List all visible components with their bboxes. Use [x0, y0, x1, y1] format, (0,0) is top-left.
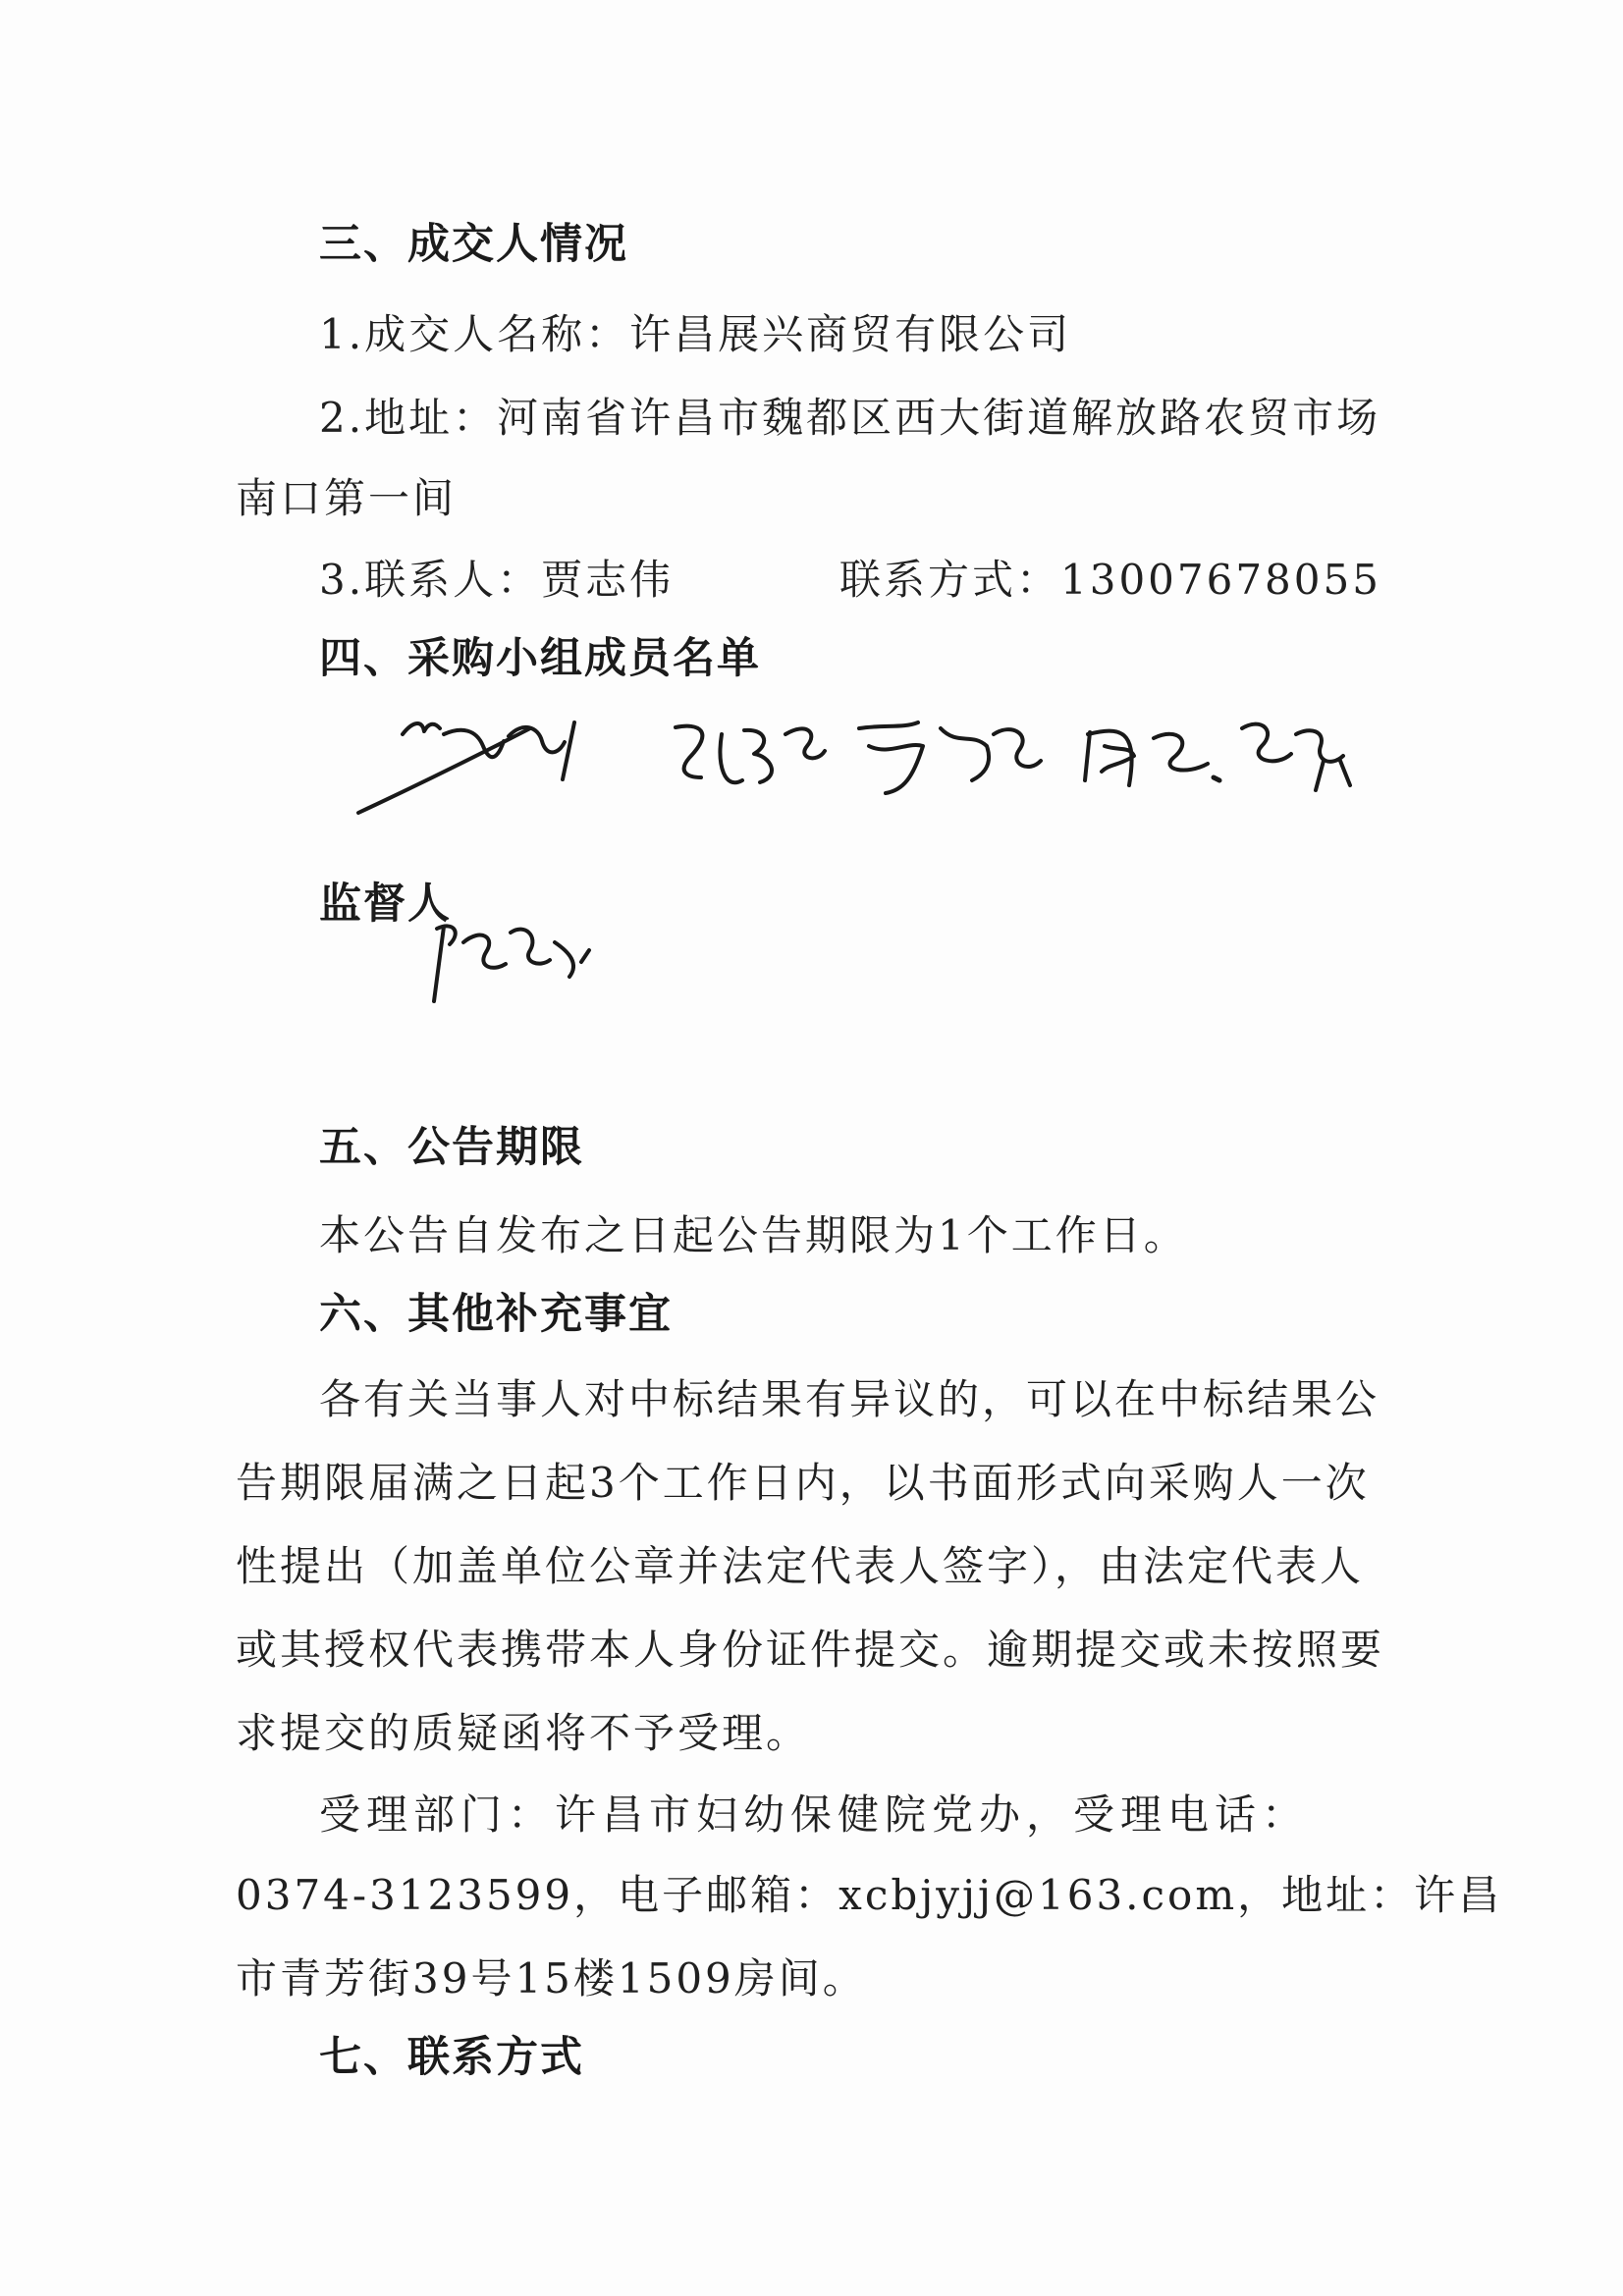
supervisor-signature-stroke — [511, 930, 550, 964]
signature-4-stroke — [1154, 734, 1208, 771]
signature-3-stroke — [869, 745, 923, 793]
announcement-period-text: 本公告自发布之日起公告期限为1个工作日。 — [319, 1211, 1188, 1259]
signature-3-stroke — [859, 722, 918, 728]
signature-1-stroke — [563, 722, 574, 779]
supervisor-signature-stroke — [555, 942, 589, 977]
supervisor-label: 监督人 — [319, 880, 452, 929]
receiving-department-line-3: 市青芳街39号15楼1509房间。 — [236, 1954, 867, 2002]
signature-5-stroke — [1242, 724, 1291, 762]
winner-address-line-1: 2.地址：河南省许昌市魏都区西大街道解放路农贸市场 — [319, 394, 1381, 442]
signature-3-stroke — [941, 728, 989, 780]
objection-paragraph-line-4: 或其授权代表携带本人身份证件提交。逾期提交或未按照要 — [236, 1626, 1385, 1674]
winner-name: 1.成交人名称：许昌展兴商贸有限公司 — [319, 310, 1072, 358]
winner-address-line-2: 南口第一间 — [236, 474, 458, 522]
signature-1-stroke — [444, 730, 504, 757]
signature-1-stroke — [509, 727, 565, 752]
receiving-department-line-1: 受理部门：许昌市妇幼保健院党办，受理电话： — [319, 1790, 1310, 1839]
signature-3-stroke — [994, 729, 1041, 767]
winner-contact-phone: 联系方式：13007678055 — [839, 556, 1381, 604]
signature-5-stroke — [1296, 730, 1343, 762]
section-4-title: 四、采购小组成员名单 — [319, 634, 761, 683]
signature-2-stroke — [676, 726, 702, 777]
objection-paragraph-line-3: 性提出（加盖单位公章并法定代表人签字），由法定代表人 — [236, 1542, 1365, 1590]
supervisor-signature-stroke — [463, 935, 506, 968]
objection-paragraph-line-1: 各有关当事人对中标结果有异议的，可以在中标结果公 — [319, 1375, 1380, 1423]
supervisor-signature-stroke — [434, 926, 456, 1001]
objection-paragraph-line-5: 求提交的质疑函将不予受理。 — [236, 1709, 811, 1757]
signature-2-stroke — [744, 730, 772, 782]
signature-4-stroke — [1102, 746, 1134, 772]
signature-2-stroke — [721, 734, 742, 782]
section-5-title: 五、公告期限 — [319, 1123, 584, 1172]
section-6-title: 六、其他补充事宜 — [319, 1290, 673, 1339]
signature-4-stroke — [1214, 777, 1219, 780]
winner-contact-person: 3.联系人：贾志伟 — [319, 556, 675, 604]
section-3-title: 三、成交人情况 — [319, 220, 628, 269]
objection-paragraph-line-2: 告期限届满之日起3个工作日内，以书面形式向采购人一次 — [236, 1459, 1370, 1507]
signature-4-stroke — [1085, 731, 1132, 785]
signature-1-stroke — [358, 728, 530, 813]
receiving-department-line-2: 0374-3123599，电子邮箱：xcbjyjj@163.com，地址：许昌 — [236, 1871, 1503, 1919]
signature-2-stroke — [785, 728, 825, 758]
section-7-title: 七、联系方式 — [319, 2033, 584, 2082]
signature-1-stroke — [403, 723, 440, 734]
signature-5-stroke — [1316, 761, 1350, 790]
